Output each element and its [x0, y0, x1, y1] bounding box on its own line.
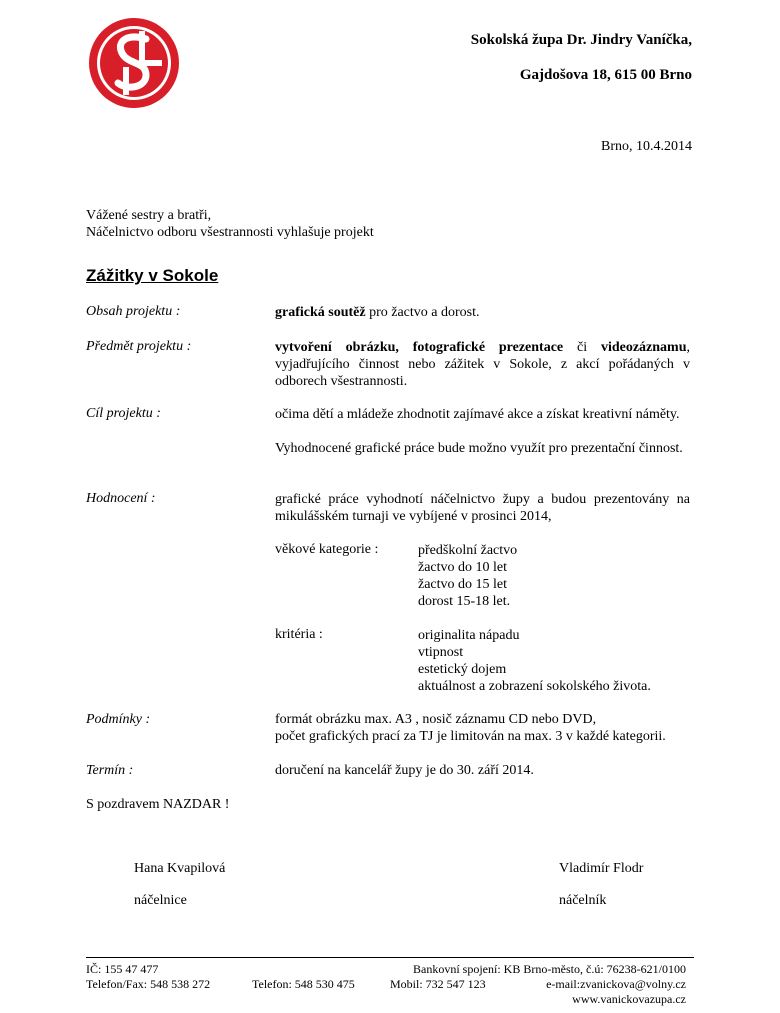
obsah-value	[275, 304, 690, 321]
cil-paragraph-1: očima dětí a mládeže zhodnotit zajímavé akce a získat kreativní náměty.	[275, 407, 680, 422]
categories-label: věkové kategorie :	[275, 542, 379, 557]
cil-paragraph-2: Vyhodnocené grafické práce bude možno využít pro prezentační činnost.	[275, 441, 683, 456]
footer-tel-fax: Telefon/Fax: 548 538 272	[86, 977, 211, 991]
category-item: žactvo do 15 let	[418, 577, 508, 592]
letter-date: Brno, 10.4.2014	[601, 139, 692, 154]
podminky-label: Podmínky :	[86, 712, 151, 727]
signature-left-role: náčelnice	[134, 893, 187, 908]
criteria-item: originalita nápadu	[418, 628, 520, 643]
hodnoceni-paragraph: grafické práce vyhodnotí náčelnictvo župy a budou prezentovány na mikulášském turnaji ve vybíjené v prosinci 2014,	[275, 492, 690, 524]
closing-greeting: S pozdravem NAZDAR !	[86, 797, 230, 812]
salutation: Vážené sestry a bratři,	[86, 208, 212, 223]
hodnoceni-label: Hodnocení :	[86, 491, 156, 506]
podminky-line-2: počet grafických prací za TJ je limitován na max. 3 v každé kategorii.	[275, 729, 666, 744]
footer-bank: Bankovní spojení: KB Brno-město, č.ú: 76238-621/0100	[413, 962, 686, 976]
intro-line: Náčelnictvo odboru všestrannosti vyhlašuje projekt	[86, 225, 374, 240]
signature-right-name: Vladimír Flodr	[559, 861, 644, 876]
footer-mobil: Mobil: 732 547 123	[390, 977, 486, 991]
predmet-bold-1: vytvoření obrázku, fotografické prezentace	[275, 340, 564, 355]
project-title: Zážitky v Sokole	[86, 266, 219, 285]
criteria-item: aktuálnost a zobrazení sokolského života.	[418, 679, 651, 694]
category-item: žactvo do 10 let	[418, 560, 508, 575]
criteria-label: kritéria :	[275, 627, 323, 642]
predmet-label: Předmět projektu :	[86, 339, 192, 354]
footer-ic: IČ: 155 47 477	[86, 962, 159, 976]
footer-email[interactable]: e-mail:zvanickova@volny.cz	[546, 977, 686, 991]
criteria-item: vtipnost	[418, 645, 464, 660]
predmet-value	[275, 339, 690, 390]
category-item: dorost 15-18 let.	[418, 594, 511, 609]
termin-label: Termín :	[86, 763, 134, 778]
signature-left-name: Hana Kvapilová	[134, 861, 226, 876]
organization-name: Sokolská župa Dr. Jindry Vaníčka,	[470, 32, 692, 48]
predmet-rest: , vyjadřujícího činnost nebo zážitek v Sokole, z akcí pořádaných v odborech všestrannosti.	[275, 340, 691, 389]
footer-tel: Telefon: 548 530 475	[252, 977, 355, 991]
predmet-mid: či	[563, 340, 601, 355]
criteria-item: estetický dojem	[418, 662, 507, 677]
footer-website[interactable]: www.vanickovazupa.cz	[572, 992, 686, 1006]
obsah-rest: pro žactvo a dorost.	[365, 305, 480, 320]
obsah-bold: grafická soutěž	[275, 305, 366, 320]
signature-right-role: náčelník	[559, 893, 607, 908]
cil-label: Cíl projektu :	[86, 406, 161, 421]
organization-address: Gajdošova 18, 615 00 Brno	[519, 67, 692, 83]
predmet-bold-2: videozáznamu	[600, 340, 687, 355]
category-item: předškolní žactvo	[418, 543, 518, 558]
footer-divider	[86, 957, 694, 958]
sokol-logo-icon	[88, 17, 180, 109]
podminky-line-1: formát obrázku max. A3 , nosič záznamu CD nebo DVD,	[275, 712, 597, 727]
termin-value: doručení na kancelář župy je do 30. září 2014.	[275, 763, 534, 778]
obsah-label: Obsah projektu :	[86, 304, 181, 319]
